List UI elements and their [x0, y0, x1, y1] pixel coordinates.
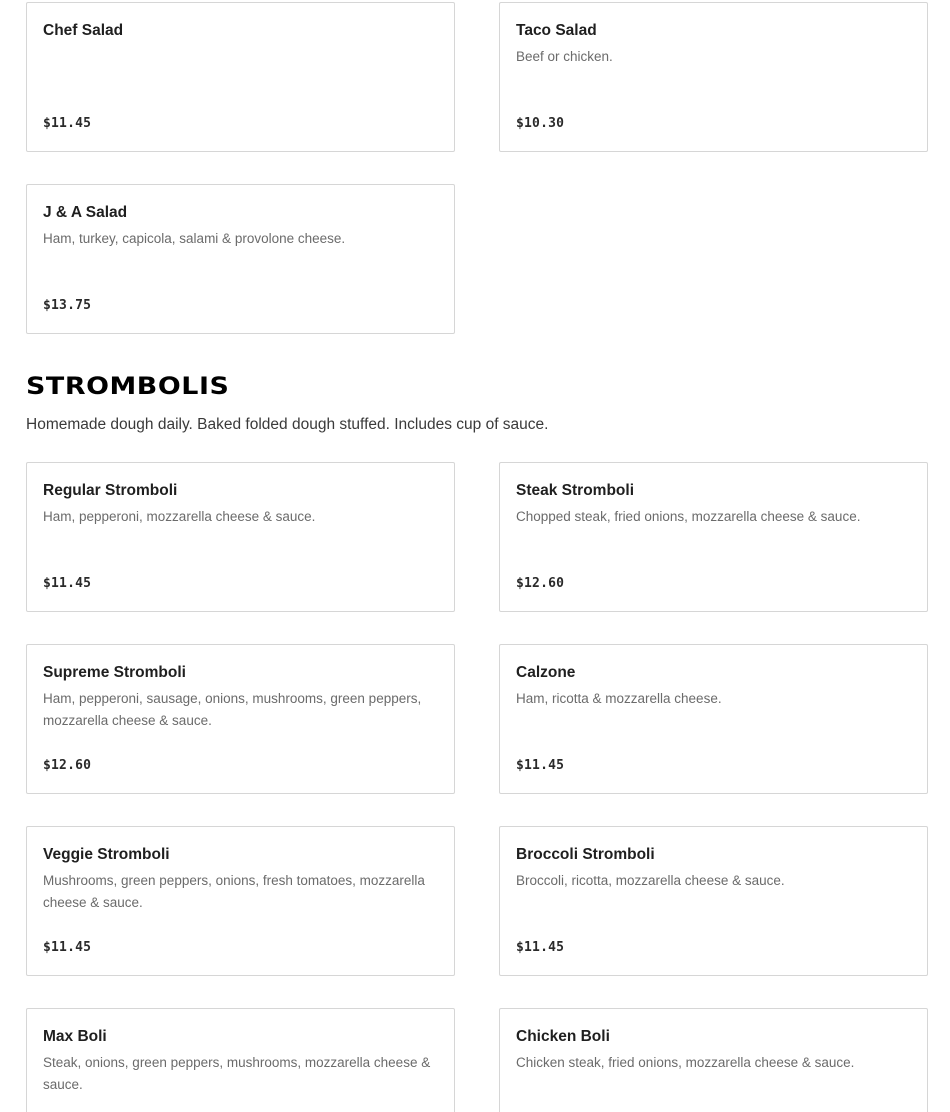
menu-item-price: $11.45 — [43, 576, 92, 591]
menu-item-price: $10.30 — [516, 116, 565, 131]
menu-item-description: Chicken steak, fried onions, mozzarella cheese & sauce. — [516, 1055, 855, 1070]
menu-item-name: Veggie Stromboli — [43, 846, 170, 863]
menu-item-description: Ham, turkey, capicola, salami & provolone cheese. — [43, 231, 346, 246]
menu-item-price: $11.45 — [43, 940, 92, 955]
menu-item-name: Steak Stromboli — [516, 482, 634, 499]
menu-item-description: Ham, ricotta & mozzarella cheese. — [516, 691, 722, 706]
section-title: STROMBOLIS — [26, 372, 230, 400]
menu-item-card[interactable] — [26, 826, 455, 976]
menu-item-description: Ham, pepperoni, mozzarella cheese & sauce. — [43, 509, 316, 524]
menu-item-card[interactable] — [499, 462, 928, 612]
menu-item-description: Beef or chicken. — [516, 49, 613, 64]
menu-item-description: Broccoli, ricotta, mozzarella cheese & sauce. — [516, 873, 785, 888]
menu-item-price: $13.75 — [43, 298, 92, 313]
menu-item-name: Supreme Stromboli — [43, 664, 186, 681]
menu-item-name: Chef Salad — [43, 22, 124, 39]
salads-grid — [26, 2, 928, 334]
menu-item-price: $11.45 — [516, 940, 565, 955]
menu-item-description: Ham, pepperoni, sausage, onions, mushrooms, green peppers, mozzarella cheese & sauce. — [43, 691, 422, 728]
menu-item-name: Calzone — [516, 664, 576, 681]
menu-item-price: $11.45 — [43, 116, 92, 131]
menu-item-price: $12.60 — [43, 758, 92, 773]
menu-item-name: Max Boli — [43, 1028, 107, 1045]
menu-item-card[interactable] — [26, 462, 455, 612]
menu-item-card[interactable] — [499, 1008, 928, 1112]
menu-item-card[interactable] — [26, 184, 455, 334]
menu-item-name: Regular Stromboli — [43, 482, 178, 499]
menu-item-price: $12.60 — [516, 576, 565, 591]
menu-item-card[interactable] — [26, 2, 455, 152]
menu-item-card[interactable] — [499, 2, 928, 152]
menu-item-card[interactable] — [26, 644, 455, 794]
menu-item-card[interactable] — [26, 1008, 455, 1112]
menu-item-card[interactable] — [499, 826, 928, 976]
menu-item-card[interactable] — [499, 644, 928, 794]
section-description: Homemade dough daily. Baked folded dough stuffed. Includes cup of sauce. — [26, 416, 549, 433]
menu-item-description: Chopped steak, fried onions, mozzarella cheese & sauce. — [516, 509, 861, 524]
menu-item-description: Mushrooms, green peppers, onions, fresh tomatoes, mozzarella cheese & sauce. — [43, 873, 425, 910]
menu-item-name: Chicken Boli — [516, 1028, 610, 1045]
menu-item-description: Steak, onions, green peppers, mushrooms, mozzarella cheese & sauce. — [43, 1055, 431, 1092]
menu-item-name: Taco Salad — [516, 22, 597, 39]
menu-item-name: Broccoli Stromboli — [516, 846, 655, 863]
strombolis-grid — [26, 462, 928, 1112]
menu-item-price: $11.45 — [516, 758, 565, 773]
menu-item-name: J & A Salad — [43, 204, 128, 221]
